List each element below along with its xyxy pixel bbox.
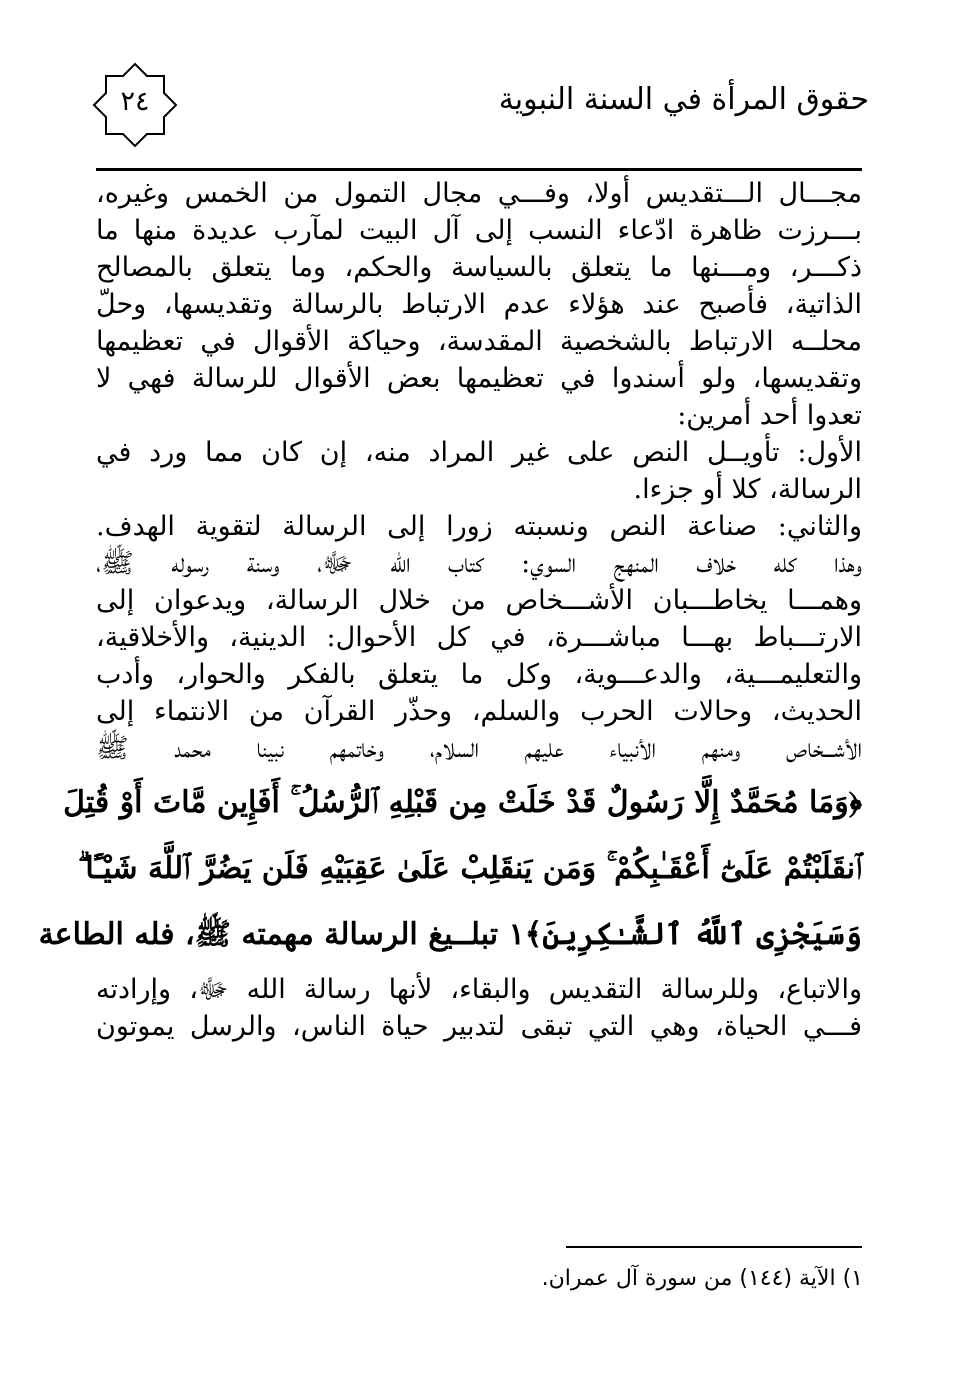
text-line: الذاتية، فأصبح عند هؤلاء عدم الارتباط بالرسالة وتقديسها، وحلّ [96, 289, 862, 320]
text-line: الرسالة، كلا أو جزءا. [633, 474, 862, 505]
page-number: ٢٤ [120, 86, 150, 117]
text-line: وهذا كله خلاف المنهج السوي: كتاب الله ﷻ، وسنة رسوله ﷺ، [96, 548, 862, 579]
text-line: وتقديسها، ولو أسندوا في تعظيمها بعض الأقوال للرسالة فهي لا [96, 363, 862, 394]
text-line: وهمـــا يخاطـــبان الأشـــخاص من خلال الرسالة، ويدعوان إلى [96, 585, 862, 616]
text-line: بـــرزت ظاهرة ادّعاء النسب إلى آل البيت لمآرب عديدة منها ما [96, 215, 862, 246]
quran-verse-line: ﴿وَمَا مُحَمَّدٌ إِلَّا رَسُولٌ قَدْ خَلَتْ مِن قَبْلِهِ ٱلرُّسُلُ ۚ أَفَإِين مَّاتَ أَوْ قُتِلَ [63, 785, 862, 820]
footnote-divider [566, 1246, 862, 1248]
book-title: حقوق المرأة في السنة النبوية [498, 82, 869, 117]
text-line: الحديث، وحالات الحرب والسلم، وحذّر القرآن من الانتماء إلى [96, 696, 862, 727]
body-text [38, 175, 862, 1045]
text-line: والتعليمـــية، والدعـــوية، وكل ما يتعلق بالفكر والحوار، وأدب [96, 659, 862, 690]
text-line: الأول: تأويــل النص على غير المراد منه، إن كان مما ورد في [96, 437, 862, 468]
header-divider [96, 168, 862, 171]
text-line: والاتباع، وللرسالة التقديس والبقاء، لأنها رسالة الله ﷻ، وإرادته [96, 974, 862, 1005]
verse-and-text-line: وَسَيَجْزِى ٱللَّهُ ٱلشَّـٰكِرِينَ﴾١ تبلــيغ الرسالة مهمته ﷺ، فله الطاعة [38, 917, 862, 952]
text-line: فـــي الحياة، وهي التي تبقى لتدبير حياة الناس، والرسل يموتون [96, 1011, 862, 1042]
text-line: الأشـــخاص ومنهم الأنبياء عليهم السلام، وخاتمهم نبينا محمد ﷺ [96, 733, 862, 764]
text-line: ذكـــر، ومـــنها ما يتعلق بالسياسة والحكم، وما يتعلق بالمصالح [96, 252, 862, 283]
page-number-badge [92, 62, 178, 148]
page-header [80, 60, 869, 170]
text-line: الارتـــباط بهـــا مباشـــرة، في كل الأحوال: الدينية، والأخلاقية، [96, 622, 862, 653]
text-line: مجـــال الـــتقديس أولا، وفـــي مجال التمول من الخمس وغيره، [96, 178, 862, 209]
quran-verse-line: ٱنقَلَبْتُمْ عَلَىٰٓ أَعْقَـٰبِكُمْ ۚ وَمَن يَنقَلِبْ عَلَىٰ عَقِبَيْهِ فَلَن يَضُرَّ ٱللَّهَ شَيْـًٔا ۗ [77, 851, 862, 886]
text-line: والثاني: صناعة النص ونسبته زورا إلى الرسالة لتقوية الهدف. [96, 511, 862, 542]
footnote: ١) الآية (١٤٤) من سورة آل عمران. [541, 1266, 863, 1291]
text-line: تعدوا أحد أمرين: [677, 400, 862, 431]
text-line: محلــه الارتباط بالشخصية المقدسة، وحياكة الأقوال في تعظيمها [96, 326, 862, 357]
